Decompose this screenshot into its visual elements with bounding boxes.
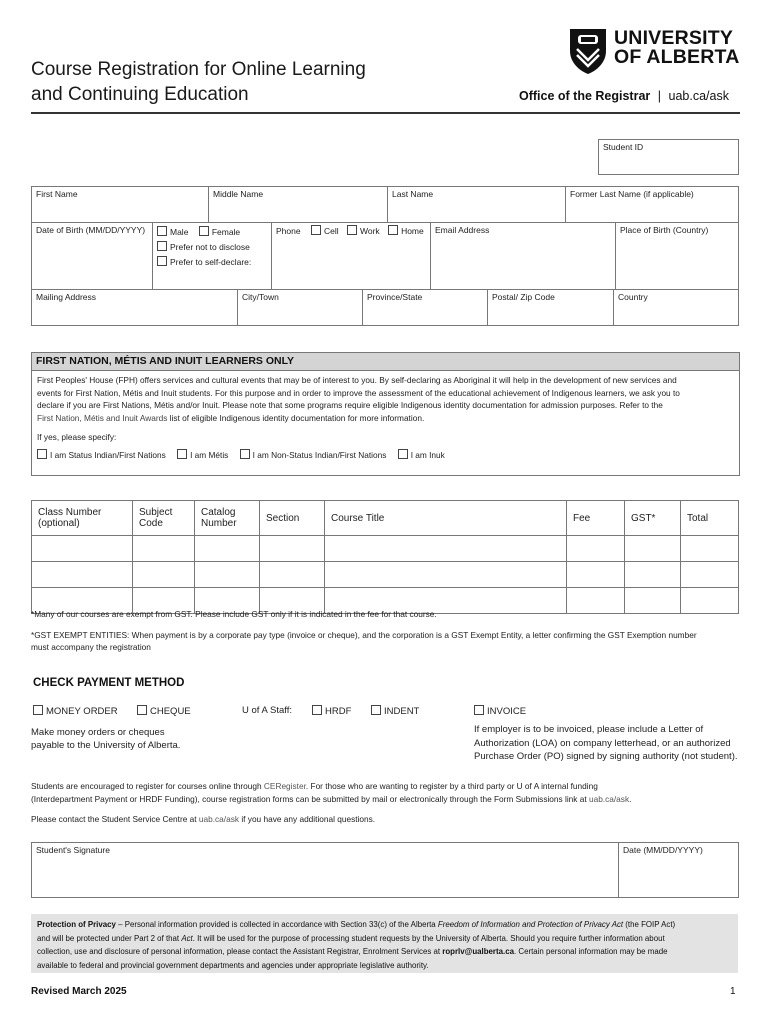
indent-label: INDENT bbox=[384, 706, 420, 717]
course-cell[interactable] bbox=[260, 536, 325, 562]
male-label: Male bbox=[170, 227, 189, 237]
gst-exempt-note bbox=[31, 629, 697, 653]
invoice-checkbox[interactable] bbox=[474, 705, 484, 715]
course-cell[interactable] bbox=[325, 536, 567, 562]
course-cell[interactable] bbox=[625, 588, 681, 614]
header-divider bbox=[31, 112, 740, 114]
course-cell[interactable] bbox=[133, 562, 195, 588]
contact-link[interactable]: uab.ca/ask bbox=[198, 814, 240, 824]
metis-checkbox[interactable] bbox=[177, 449, 187, 459]
invoice-label: INVOICE bbox=[487, 706, 527, 717]
postal-field[interactable] bbox=[488, 290, 614, 326]
office-link[interactable]: uab.ca/ask bbox=[668, 89, 729, 103]
course-cell[interactable] bbox=[32, 562, 133, 588]
male-checkbox[interactable] bbox=[157, 226, 167, 236]
country-field[interactable] bbox=[614, 290, 739, 326]
money-note-line-2: payable to the University of Alberta. bbox=[31, 740, 181, 751]
metis-label: I am Métis bbox=[190, 449, 229, 460]
dob-field[interactable] bbox=[32, 223, 153, 290]
dob-contact-table bbox=[31, 222, 739, 290]
student-id-label: Student ID bbox=[603, 142, 644, 152]
privacy-title: Protection of Privacy bbox=[37, 920, 116, 929]
address-table bbox=[31, 289, 739, 326]
signature-date-field[interactable] bbox=[619, 843, 739, 898]
revised-date: Revised March 2025 bbox=[31, 986, 127, 997]
indent-option bbox=[371, 705, 419, 717]
encourage-text: Students are encouraged to register for courses online through CERegister. For those who are wanting to register by a third party or U of A internal funding (Interdepartment Payment or HRDF Funding), course registration forms can be submitted by mail or electronically through the Form Submissions link at uab.ca/ask. bbox=[31, 781, 632, 804]
course-row bbox=[32, 536, 739, 562]
course-cell[interactable] bbox=[681, 562, 739, 588]
wordmark-line-2: OF ALBERTA bbox=[614, 46, 740, 68]
invoice-note-line-1: If employer is to be invoiced, please include a Letter of bbox=[474, 724, 704, 735]
hrdf-label: HRDF bbox=[325, 706, 352, 717]
course-table bbox=[31, 500, 739, 614]
indigenous-heading: FIRST NATION, MÉTIS AND INUIT LEARNERS ONLY bbox=[32, 353, 739, 371]
prefer-not-disclose-checkbox[interactable] bbox=[157, 241, 167, 251]
email-label: Email Address bbox=[435, 225, 490, 235]
wordmark-line-1: UNIVERSITY bbox=[614, 27, 734, 49]
title-line-1: Course Registration for Online Learning bbox=[31, 59, 366, 80]
signature-date-label: Date (MM/DD/YYYY) bbox=[623, 845, 703, 855]
office-name: Office of the Registrar bbox=[519, 89, 651, 103]
non-status-label: I am Non-Status Indian/First Nations bbox=[252, 449, 387, 460]
phone-field[interactable] bbox=[272, 223, 431, 290]
non-status-checkbox[interactable] bbox=[240, 449, 250, 459]
contact-text: Please contact the Student Service Centre at uab.ca/ask if you have any additional questions. bbox=[31, 814, 376, 824]
home-label: Home bbox=[401, 226, 424, 236]
course-cell[interactable] bbox=[32, 536, 133, 562]
course-cell[interactable] bbox=[681, 588, 739, 614]
course-cell[interactable] bbox=[567, 588, 625, 614]
course-cell[interactable] bbox=[567, 536, 625, 562]
header-gst: GST* bbox=[625, 501, 681, 536]
specify-label: If yes, please specify: bbox=[37, 432, 117, 443]
gst-note: *Many of our courses are exempt from GST. Please include GST only if it is indicated in the fee for that course. bbox=[31, 609, 437, 619]
cheque-option bbox=[137, 705, 191, 717]
indigenous-section bbox=[31, 352, 740, 476]
personal-info-table bbox=[31, 186, 739, 223]
ceregister-link[interactable]: CERegister bbox=[263, 781, 306, 791]
student-signature-field[interactable] bbox=[32, 843, 619, 898]
course-cell[interactable] bbox=[195, 562, 260, 588]
invoice-note-line-3: Purchase Order (PO) signed by signing authority (not student). bbox=[474, 751, 738, 762]
female-label: Female bbox=[211, 227, 241, 237]
work-label: Work bbox=[360, 226, 380, 236]
indent-checkbox[interactable] bbox=[371, 705, 381, 715]
form-submissions-link[interactable]: uab.ca/ask bbox=[588, 794, 630, 804]
status-indian-checkbox[interactable] bbox=[37, 449, 47, 459]
header-course-title: Course Title bbox=[325, 501, 567, 536]
student-id-box bbox=[598, 139, 739, 175]
payment-method-title: CHECK PAYMENT METHOD bbox=[33, 677, 185, 689]
title-line-2: and Continuing Education bbox=[31, 84, 249, 105]
place-of-birth-field[interactable] bbox=[616, 223, 739, 290]
province-field[interactable] bbox=[363, 290, 488, 326]
female-checkbox[interactable] bbox=[199, 226, 209, 236]
former-last-name-field[interactable] bbox=[566, 187, 739, 223]
invoice-note-line-2: Authorization (LOA) on company letterhead, or an authorized bbox=[474, 737, 731, 749]
awards-link[interactable]: First Nation, Métis and Inuit Awards bbox=[37, 412, 168, 423]
header-class-number: Class Number (optional) bbox=[32, 501, 133, 536]
phone-label: Phone bbox=[276, 226, 301, 236]
indigenous-para-1: First Peoples' House (FPH) offers services and cultural events that may be of interest to you. By self-declaring as Aboriginal it will help in the development of new services and bbox=[37, 375, 677, 385]
cell-label: Cell bbox=[323, 226, 339, 236]
country-label: Country bbox=[618, 292, 648, 302]
inuk-label: I am Inuk bbox=[410, 449, 445, 460]
last-name-field[interactable] bbox=[388, 187, 566, 223]
gst-exempt-line-2: must accompany the registration bbox=[31, 642, 151, 652]
place-of-birth-label: Place of Birth (Country) bbox=[620, 225, 709, 235]
staff-label: U of A Staff: bbox=[242, 705, 292, 716]
student-id-field[interactable] bbox=[599, 140, 739, 175]
privacy-notice: Protection of Privacy – Personal information provided is collected in accordance with Section 33(c) of the Alberta Freedom of Information and Protection of Privacy Act (the FOIP Act) and will be protected under Part 2 of that Act. It will be used for the purpose of processing student requests by the University of Alberta. Should you require further information about collection, use and disclosure of personal information, please contact the Assistant Registrar, Enrolment Services at roprlv@ualberta.ca. Certain personal information may be made available to federal and provincial government departments and agencies under appropriate legislative authority. bbox=[31, 914, 738, 973]
email-field[interactable] bbox=[431, 223, 616, 290]
money-note bbox=[31, 726, 180, 752]
cheque-label: CHEQUE bbox=[150, 706, 191, 717]
indigenous-para-3: declare if you are First Nations, Métis and/or Inuit. Please note that some programs require eligible Indigenous identity documentation for admission purposes. Refer to the bbox=[37, 400, 663, 411]
university-shield-logo-icon bbox=[568, 27, 608, 75]
status-indian-label: I am Status Indian/First Nations bbox=[50, 449, 166, 460]
form-title bbox=[31, 57, 366, 107]
province-label: Province/State bbox=[367, 292, 423, 302]
first-name-label: First Name bbox=[36, 189, 78, 199]
mailing-address-label: Mailing Address bbox=[36, 292, 97, 302]
invoice-note bbox=[474, 723, 738, 764]
money-order-checkbox[interactable] bbox=[33, 705, 43, 715]
course-cell[interactable] bbox=[681, 536, 739, 562]
hrdf-option bbox=[312, 705, 351, 717]
course-cell[interactable] bbox=[260, 562, 325, 588]
money-note-line-1: Make money orders or cheques bbox=[31, 727, 165, 738]
privacy-email-link[interactable]: roprlv@ualberta.ca bbox=[442, 947, 514, 956]
indigenous-para-4: list of eligible Indigenous identity documentation for more information. bbox=[167, 412, 425, 423]
header-catalog-number: Catalog Number bbox=[195, 501, 260, 536]
gst-exempt-line-1: *GST EXEMPT ENTITIES: When payment is by a corporate pay type (invoice or cheque), and the corporation is a GST Exempt Entity, a letter confirming the GST Exemption number bbox=[31, 630, 697, 640]
former-last-name-label: Former Last Name (if applicable) bbox=[570, 189, 694, 199]
first-name-field[interactable] bbox=[32, 187, 209, 223]
course-cell[interactable] bbox=[567, 562, 625, 588]
mailing-address-field[interactable] bbox=[32, 290, 238, 326]
hrdf-checkbox[interactable] bbox=[312, 705, 322, 715]
prefer-self-declare-checkbox[interactable] bbox=[157, 256, 167, 266]
office-separator: | bbox=[657, 89, 662, 103]
cheque-checkbox[interactable] bbox=[137, 705, 147, 715]
header-section: Section bbox=[260, 501, 325, 536]
inuk-checkbox[interactable] bbox=[398, 449, 408, 459]
city-field[interactable] bbox=[238, 290, 363, 326]
header-subject-code: Subject Code bbox=[133, 501, 195, 536]
middle-name-field[interactable] bbox=[209, 187, 388, 223]
gender-options bbox=[153, 223, 272, 290]
last-name-label: Last Name bbox=[392, 189, 434, 199]
home-checkbox[interactable] bbox=[388, 225, 398, 235]
dob-label: Date of Birth (MM/DD/YYYY) bbox=[36, 225, 146, 235]
header-fee: Fee bbox=[567, 501, 625, 536]
course-row bbox=[32, 562, 739, 588]
office-line bbox=[519, 89, 729, 103]
course-cell[interactable] bbox=[625, 536, 681, 562]
postal-label: Postal/ Zip Code bbox=[492, 292, 555, 302]
money-order-option bbox=[33, 705, 118, 717]
middle-name-label: Middle Name bbox=[213, 189, 264, 199]
course-cell[interactable] bbox=[325, 562, 567, 588]
prefer-self-declare-label: Prefer to self-declare: bbox=[170, 257, 252, 267]
course-cell[interactable] bbox=[195, 536, 260, 562]
university-wordmark bbox=[614, 29, 739, 67]
work-checkbox[interactable] bbox=[347, 225, 357, 235]
cell-checkbox[interactable] bbox=[311, 225, 321, 235]
indigenous-para-2: events for First Nation, Métis and Inuit students. For this purpose and in order to improve the assessment of the educational achievement of Indigenous learners, we ask you to bbox=[37, 387, 680, 398]
course-cell[interactable] bbox=[625, 562, 681, 588]
page-number: 1 bbox=[730, 986, 736, 997]
header-total: Total bbox=[681, 501, 739, 536]
invoice-option bbox=[474, 705, 526, 717]
student-signature-label: Student's Signature bbox=[36, 845, 110, 855]
course-cell[interactable] bbox=[133, 536, 195, 562]
signature-table bbox=[31, 842, 739, 898]
money-order-label: MONEY ORDER bbox=[46, 706, 118, 717]
city-label: City/Town bbox=[242, 292, 279, 302]
prefer-not-disclose-label: Prefer not to disclose bbox=[170, 242, 250, 252]
